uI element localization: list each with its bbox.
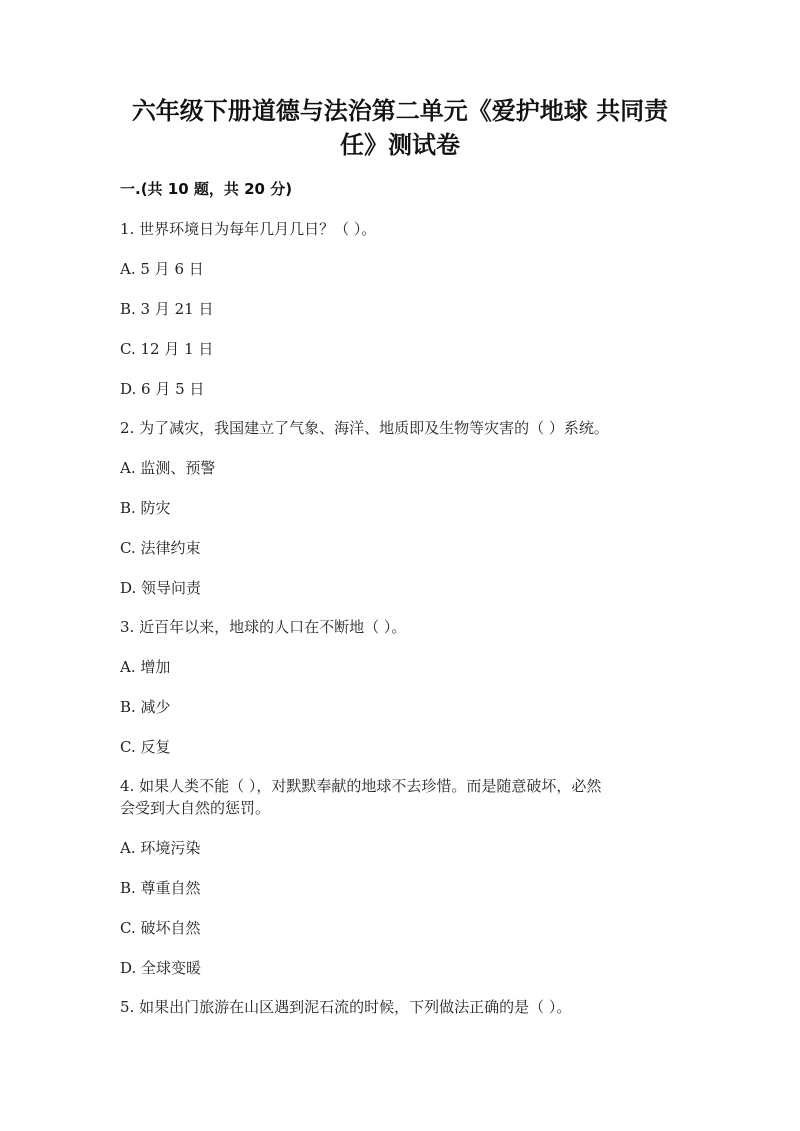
question-2-option-d: D. 领导问责 xyxy=(120,579,202,597)
question-4-stem-line-1: 4. 如果人类不能（ ），对默默奉献的地球不去珍惜。而是随意破坏，必然 xyxy=(120,777,602,795)
question-4-option-c: C. 破坏自然 xyxy=(120,919,201,937)
question-3-option-b: B. 减少 xyxy=(120,698,171,716)
question-2-stem: 2. 为了减灾，我国建立了气象、海洋、地质即及生物等灾害的（ ）系统。 xyxy=(120,419,609,437)
question-3-option-a: A. 增加 xyxy=(120,658,171,676)
question-1-stem: 1. 世界环境日为每年几月几日？（ ）。 xyxy=(120,220,377,238)
question-4-option-b: B. 尊重自然 xyxy=(120,879,201,897)
question-1-option-b: B. 3 月 21 日 xyxy=(120,300,214,318)
page-title-line-2: 任》测试卷 xyxy=(340,130,460,159)
question-3-stem: 3. 近百年以来，地球的人口在不断地（ ）。 xyxy=(120,618,407,636)
question-3-option-c: C. 反复 xyxy=(120,738,171,756)
question-4-option-d: D. 全球变暖 xyxy=(120,959,202,977)
question-5-stem: 5. 如果出门旅游在山区遇到泥石流的时候，下列做法正确的是（ ）。 xyxy=(120,998,572,1016)
question-2-option-c: C. 法律约束 xyxy=(120,539,201,557)
question-1-option-a: A. 5 月 6 日 xyxy=(120,260,204,278)
question-1-option-d: D. 6 月 5 日 xyxy=(120,380,205,398)
question-2-option-a: A. 监测、预警 xyxy=(120,459,216,477)
question-4-stem-line-2: 会受到大自然的惩罚。 xyxy=(120,799,271,817)
question-1-option-c: C. 12 月 1 日 xyxy=(120,340,214,358)
section-heading: 一.(共 10 题，共 20 分) xyxy=(120,180,293,198)
page-title-line-1: 六年级下册道德与法治第二单元《爱护地球 共同责 xyxy=(131,96,669,125)
question-4-option-a: A. 环境污染 xyxy=(120,839,201,857)
question-2-option-b: B. 防灾 xyxy=(120,499,171,517)
